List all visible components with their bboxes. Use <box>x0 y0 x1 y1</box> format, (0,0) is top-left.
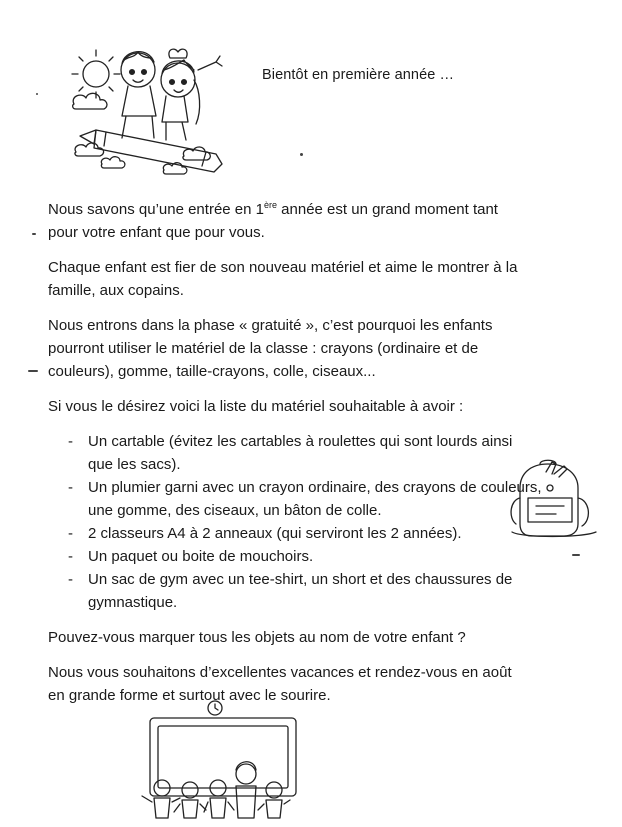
list-item <box>48 545 528 568</box>
list-item <box>48 430 528 476</box>
supply-list <box>48 430 542 614</box>
list-dash: - <box>68 525 73 542</box>
scan-speck <box>300 153 303 156</box>
scan-speck <box>36 93 38 95</box>
letter-body <box>48 198 542 719</box>
list-item-text: Un cartable (évitez les cartables à roulettes qui sont lourds ainsi que les sacs). <box>88 433 513 473</box>
scan-speck <box>28 370 38 372</box>
list-dash: - <box>68 479 73 496</box>
list-item-text: 2 classeurs A4 à 2 anneaux (qui serviront les 2 années). <box>88 525 462 542</box>
scan-speck <box>32 233 36 235</box>
classroom-board-illustration <box>128 700 298 827</box>
letter-title: Bientôt en première année … <box>262 67 455 83</box>
schoolbag-icon <box>506 458 598 540</box>
list-item-text: Un sac de gym avec un tee-shirt, un short et des chaussures de gymnastique. <box>88 571 513 611</box>
list-dash: - <box>68 548 73 565</box>
scan-speck <box>572 554 580 556</box>
list-item-text: Un plumier garni avec un crayon ordinaire, des crayons de couleurs, une gomme, des ciseaux, un bâton de colle. <box>88 479 542 519</box>
intro-paragraph <box>48 198 528 244</box>
children-on-pencil-illustration <box>66 34 236 184</box>
closing-question: Pouvez-vous marquer tous les objets au nom de votre enfant ? <box>48 629 466 646</box>
list-item <box>48 476 558 522</box>
ordinal-superscript: ère <box>263 200 277 210</box>
list-item <box>48 568 558 614</box>
list-item <box>48 522 558 545</box>
intro-text: Nous savons qu’une entrée en 1 <box>48 201 264 218</box>
closing-wishes: Nous vous souhaitons d’excellentes vacances et rendez-vous en août en grande forme et surtout avec le sourire. <box>48 664 512 704</box>
intro-text-cont: année est un grand moment tant pour votre enfant que pour vous. <box>48 201 498 241</box>
paragraph-list-intro: Si vous le désirez voici la liste du matériel souhaitable à avoir : <box>48 398 464 415</box>
list-dash: - <box>68 433 73 450</box>
paragraph-pride: Chaque enfant est fier de son nouveau matériel et aime le montrer à la famille, aux copains. <box>48 259 518 299</box>
list-item-text: Un paquet ou boite de mouchoirs. <box>88 548 314 565</box>
paragraph-gratuity: Nous entrons dans la phase « gratuité », c’est pourquoi les enfants pourront utiliser le matériel de la classe : crayons (ordinaire et de couleurs), gomme, taille-crayons, colle, ciseaux... <box>48 317 493 380</box>
list-dash: - <box>68 571 73 588</box>
